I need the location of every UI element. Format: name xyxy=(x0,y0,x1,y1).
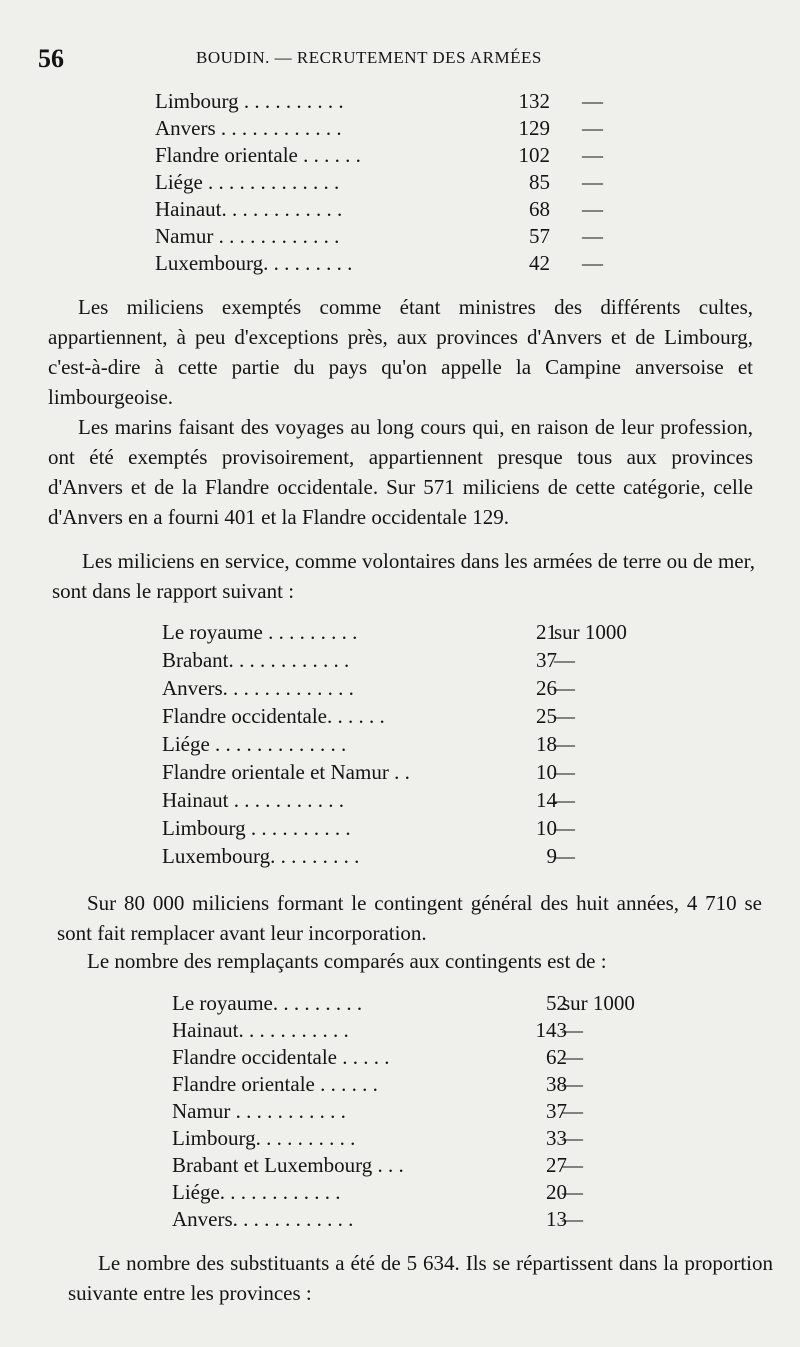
page-header xyxy=(38,42,758,78)
paragraph: Les miliciens exemptés comme étant ministres des différents cultes, appartiennent, à peu d'exceptions près, aux provinces d'Anvers et de Limbourg, c'est-à-dire à cette partie du pays qu'on appelle la Campine anversoise et limbourgeoise. xyxy=(48,295,753,409)
table-row: Liége. . . . . . . . . . . . 20 — xyxy=(172,1180,583,1204)
table-row: Luxembourg. . . . . . . . . 42 — xyxy=(155,251,603,275)
paragraph: Le nombre des remplaçants comparés aux contingents est de : xyxy=(87,949,607,973)
table-row: Flandre orientale et Namur . . 10 — xyxy=(162,760,575,784)
table-row: Liége . . . . . . . . . . . . . 18 — xyxy=(162,732,575,756)
table-row: Namur . . . . . . . . . . . . 57 — xyxy=(155,224,603,248)
table-row: Flandre orientale . . . . . . 38 — xyxy=(172,1072,583,1096)
table-row: Brabant. . . . . . . . . . . . 37 — xyxy=(162,648,575,672)
table-row: Hainaut . . . . . . . . . . . 14 — xyxy=(162,788,575,812)
table-row: Hainaut. . . . . . . . . . . . 68 — xyxy=(155,197,603,221)
table-row: Hainaut. . . . . . . . . . . 143 — xyxy=(172,1018,583,1042)
table-row: Limbourg . . . . . . . . . . 132 — xyxy=(155,89,603,113)
table-row: Limbourg. . . . . . . . . . 33 — xyxy=(172,1126,583,1150)
table-row: Le royaume. . . . . . . . . 52 sur 1000 xyxy=(172,991,635,1015)
table-row: Anvers. . . . . . . . . . . . . 26 — xyxy=(162,676,575,700)
paragraph: Sur 80 000 miliciens formant le contingent général des huit années, 4 710 se sont fait remplacer avant leur incorporation. xyxy=(57,891,762,945)
paragraph: Les miliciens en service, comme volontaires dans les armées de terre ou de mer, sont dans le rapport suivant : xyxy=(52,549,755,603)
table-row: Namur . . . . . . . . . . . 37 — xyxy=(172,1099,583,1123)
table-row: Brabant et Luxembourg . . . 27 — xyxy=(172,1153,583,1177)
page-number: 56 xyxy=(38,44,64,73)
table-row: Limbourg . . . . . . . . . . 10 — xyxy=(162,816,575,840)
running-title: BOUDIN. — RECRUTEMENT DES ARMÉES xyxy=(196,48,542,67)
table-row: Liége . . . . . . . . . . . . . 85 — xyxy=(155,170,603,194)
table-row: Flandre occidentale . . . . . 62 — xyxy=(172,1045,583,1069)
table-row: Anvers . . . . . . . . . . . . 129 — xyxy=(155,116,603,140)
paragraph: Les marins faisant des voyages au long cours qui, en raison de leur profession, ont été exemptés provisoirement, appartiennent presque tous aux provinces d'Anvers et de la Flandre occidentale. Sur 571 miliciens de cette catégorie, celle d'Anvers en a fourni 401 et la Flandre occidentale 129. xyxy=(48,415,753,529)
table-row: Flandre orientale . . . . . . 102 — xyxy=(155,143,603,167)
table-row: Luxembourg. . . . . . . . . 9 — xyxy=(162,844,575,868)
table-row: Flandre occidentale. . . . . . 25 — xyxy=(162,704,575,728)
table-row: Anvers. . . . . . . . . . . . 13 — xyxy=(172,1207,583,1231)
paragraph: Le nombre des substituants a été de 5 634. Ils se répartissent dans la proportion suivante entre les provinces : xyxy=(68,1251,773,1305)
table-row: Le royaume . . . . . . . . . 21 sur 1000 xyxy=(162,620,627,644)
